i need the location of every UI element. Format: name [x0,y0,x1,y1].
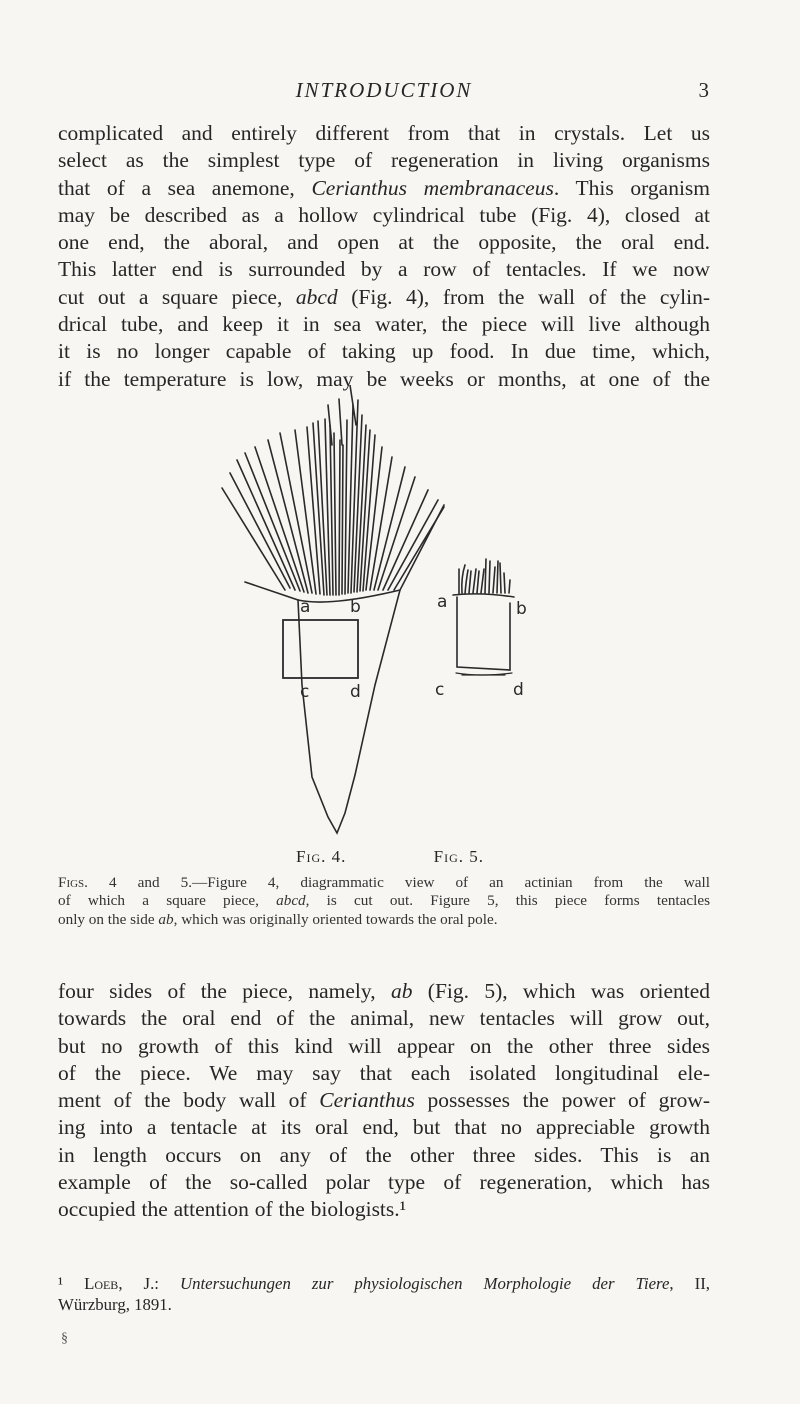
figure-labels [296,847,484,867]
text-line: it is no longer capable of taking up food. In due time, which, [58,339,710,364]
text-line: ing into a tentacle at its oral end, but that no appreciable growth [58,1115,710,1140]
text-line: towards the oral end of the animal, new tentacles will grow out, [58,1006,710,1031]
paragraph-1 [58,120,710,393]
footnote-line: ¹ Loeb, J.: Untersuchungen zur physiologischen Morphologie der Tiere, II, [58,1274,710,1293]
caption-line: of which a square piece, abcd, is cut out. Figure 5, this piece forms tentacles [58,892,710,910]
text-line: of the piece. We may say that each isolated longitudinal ele- [58,1060,710,1085]
figure-4-5-illustration [200,385,620,845]
text-line: This latter end is surrounded by a row of tentacles. If we now [58,257,710,282]
text-line: cut out a square piece, abcd (Fig. 4), from the wall of the cylin- [58,284,711,309]
text-line: complicated and entirely different from that in crystals. Let us [58,121,710,145]
text-line: drical tube, and keep it in sea water, the piece will live although [58,312,710,337]
page-header [58,78,710,108]
fig4-letter: c [300,682,310,702]
caption-line: Figs. 4 and 5.—Figure 4, diagrammatic view of an actinian from the wall [58,874,710,891]
fig4-letter: d [350,682,361,702]
text-line: but no growth of this kind will appear on the other three sides [58,1033,710,1058]
text-line: in length occurs on any of the other three sides. This is an [58,1142,710,1167]
figure-4-label: Fig. 4. [296,847,347,866]
text-line: ment of the body wall of Cerianthus possesses the power of grow- [58,1088,711,1113]
actinian-diagram [200,385,620,845]
text-line: four sides of the piece, namely, ab (Fig. 5), which was oriented [58,979,711,1003]
figure-caption [58,874,710,929]
fig5-letter: c [435,680,445,700]
fig5-letter: b [516,599,527,619]
species-name: Cerianthus membranaceus [311,175,554,200]
fig5-letter: d [513,680,524,700]
text-line: example of the so-called polar type of regeneration, which has [58,1170,710,1195]
footnote [58,1273,710,1315]
caption-line: only on the side ab, which was originally oriented towards the oral pole. [58,910,498,928]
square-piece-abcd [283,620,358,678]
text-line: if the temperature is low, may be weeks or months, at one of the [58,366,710,391]
fig4-letter: b [350,597,361,617]
paragraph-2 [58,978,710,1224]
actinian-body-drawing [222,385,444,833]
fig4-letter: a [300,597,311,617]
text-line: that of a sea anemone, Cerianthus membranaceus. This organism [58,175,711,200]
text-line: select as the simplest type of regeneration in living organisms [58,148,710,173]
margin-mark: § [61,1331,68,1346]
running-title: INTRODUCTION [295,78,473,102]
text-line: one end, the aboral, and open at the opposite, the oral end. [58,230,710,255]
footnote-line: Würzburg, 1891. [58,1295,172,1314]
figure-5-label: Fig. 5. [433,847,484,866]
text-line: may be described as a hollow cylindrical tube (Fig. 4), closed at [58,202,710,227]
cut-piece-drawing [453,559,514,675]
figure-letters [300,592,527,702]
page-number: 3 [698,78,710,102]
fig5-letter: a [437,592,448,612]
text-line: occupied the attention of the biologists.¹ [58,1197,407,1222]
